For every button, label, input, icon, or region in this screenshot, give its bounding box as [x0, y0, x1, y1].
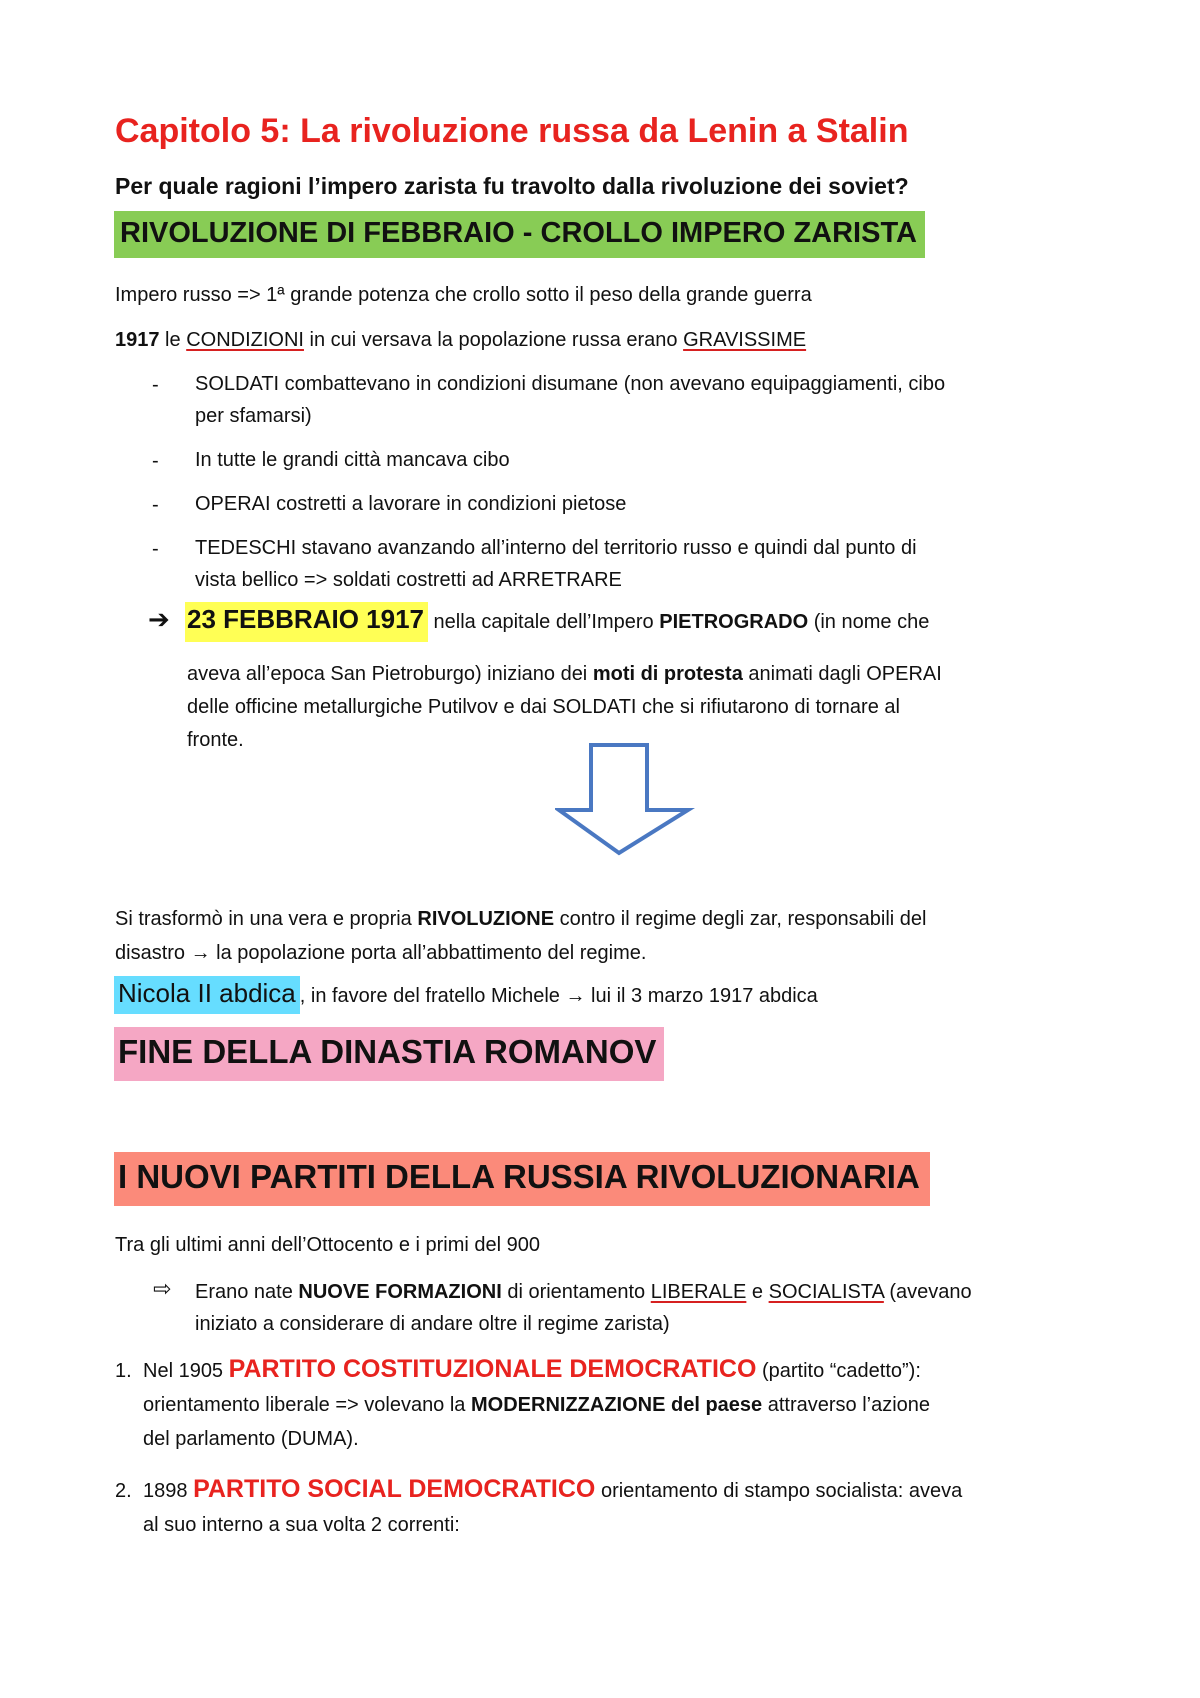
- item2-line2: al suo interno a sua volta 2 correnti:: [143, 1514, 460, 1536]
- list-number: 1.: [115, 1360, 132, 1382]
- text-fragment: e: [746, 1281, 769, 1303]
- feb23-line2: [187, 658, 942, 691]
- text-fragment: (partito “cadetto”):: [756, 1360, 921, 1382]
- item1-line2: [143, 1388, 930, 1422]
- heading-nuovi-partiti: I NUOVI PARTITI DELLA RUSSIA RIVOLUZIONARIA: [114, 1152, 930, 1206]
- arrow-right-icon: ➔: [148, 604, 170, 634]
- rivoluzione-word: RIVOLUZIONE: [417, 908, 555, 930]
- impero-line: Impero russo => 1ª grande potenza che crollo sotto il peso della grande guerra: [115, 284, 812, 306]
- bullet-soldati: [195, 368, 945, 432]
- feb23-line4: fronte.: [187, 729, 244, 751]
- partito-social-democratico: PARTITO SOCIAL DEMOCRATICO: [193, 1475, 596, 1503]
- nuove-formazioni-block: [195, 1276, 972, 1340]
- bullet-operai: OPERAI costretti a lavorare in condizioni pietose: [195, 493, 627, 515]
- bullet-line: vista bellico => soldati costretti ad ARRETRARE: [195, 569, 622, 591]
- modernizzazione: MODERNIZZAZIONE del paese: [471, 1394, 763, 1416]
- text-fragment: contro il regime degli zar, responsabili del: [554, 908, 927, 930]
- bullet-line: SOLDATI combattevano in condizioni disumane (non avevano equipaggiamenti, cibo: [195, 373, 946, 395]
- page-title: Capitolo 5: La rivoluzione russa da Lenin a Stalin: [115, 112, 909, 150]
- text-fragment: in cui versava la popolazione russa erano: [303, 329, 684, 351]
- bullet-tedeschi: [195, 532, 917, 596]
- ottocento-line: Tra gli ultimi anni dell’Ottocento e i primi del 900: [115, 1234, 541, 1256]
- text-fragment: le: [159, 329, 187, 351]
- heading-rivoluzione-febbraio: RIVOLUZIONE DI FEBBRAIO - CROLLO IMPERO ZARISTA: [114, 211, 925, 258]
- nuove-formazioni-line1: [195, 1276, 972, 1308]
- bullet-dash: -: [152, 538, 159, 560]
- nicola-abdica: Nicola II abdica: [114, 976, 300, 1014]
- item1-line1: [143, 1352, 930, 1388]
- text-fragment: orientamento di stampo socialista: aveva: [595, 1480, 963, 1502]
- bullet-citta: In tutte le grandi città mancava cibo: [195, 449, 510, 471]
- gravissime-word: GRAVISSIME: [683, 329, 807, 351]
- text-fragment: Si trasformò in una vera e propria: [115, 908, 418, 930]
- nuove-formazioni: NUOVE FORMAZIONI: [298, 1281, 502, 1303]
- rivoluzione-paragraph: [115, 902, 926, 970]
- hollow-arrow-icon: ⇨: [153, 1276, 172, 1301]
- rivoluzione-line2: disastro → la popolazione porta all’abbattimento del regime.: [115, 942, 647, 964]
- partito-costituzionale: PARTITO COSTITUZIONALE DEMOCRATICO: [228, 1355, 757, 1383]
- condizioni-word: CONDIZIONI: [186, 329, 304, 351]
- feb23-line3: delle officine metallurgiche Putilvov e dai SOLDATI che si rifiutarono di tornare al: [187, 696, 900, 718]
- text-fragment: (in nome che: [808, 611, 930, 633]
- moti-di-protesta: moti di protesta: [592, 663, 743, 685]
- text-fragment: 1898: [143, 1480, 194, 1502]
- text-fragment: Erano nate: [195, 1281, 299, 1303]
- feb23-line1: [185, 604, 929, 635]
- socialista-word: SOCIALISTA: [768, 1281, 884, 1303]
- question-heading: Per quale ragioni l’impero zarista fu travolto dalla rivoluzione dei soviet?: [115, 173, 909, 199]
- text-fragment: attraverso l’azione: [762, 1394, 931, 1416]
- bullet-dash: -: [152, 450, 159, 472]
- nuove-formazioni-line2: iniziato a considerare di andare oltre il regime zarista): [195, 1313, 670, 1335]
- text-fragment: di orientamento: [501, 1281, 651, 1303]
- rivoluzione-line1: [115, 902, 926, 936]
- text-fragment: nella capitale dell’Impero: [427, 611, 660, 633]
- list-number: 2.: [115, 1480, 132, 1502]
- liberale-word: LIBERALE: [650, 1281, 747, 1303]
- text-fragment: (avevano: [883, 1281, 972, 1303]
- text-fragment: Nel 1905: [143, 1360, 229, 1382]
- item1-line3: del parlamento (DUMA).: [143, 1428, 359, 1450]
- date-23-febbraio: 23 FEBBRAIO 1917: [185, 602, 428, 642]
- bullet-dash: -: [152, 494, 159, 516]
- list-item-partito-social: [143, 1472, 962, 1542]
- bullet-line: per sfamarsi): [195, 405, 312, 427]
- text-fragment: , in favore del fratello Michele → lui il 3 marzo 1917 abdica: [299, 985, 818, 1007]
- condizioni-line: [115, 329, 806, 352]
- text-fragment: orientamento liberale => volevano la: [143, 1394, 471, 1416]
- text-fragment: animati dagli OPERAI: [742, 663, 942, 685]
- year-1917: 1917: [115, 329, 160, 351]
- text-fragment: aveva all’epoca San Pietroburgo) iniziano dei: [187, 663, 593, 685]
- down-arrow-icon: [555, 742, 695, 857]
- item2-line1: [143, 1472, 962, 1508]
- nicola-line: [114, 978, 818, 1009]
- pietrogrado: PIETROGRADO: [659, 611, 809, 633]
- bullet-dash: -: [152, 374, 159, 396]
- bullet-line: TEDESCHI stavano avanzando all’interno del territorio russo e quindi dal punto di: [195, 537, 917, 559]
- heading-fine-dinastia: FINE DELLA DINASTIA ROMANOV: [114, 1027, 664, 1081]
- list-item-partito-costituzionale: [143, 1352, 930, 1456]
